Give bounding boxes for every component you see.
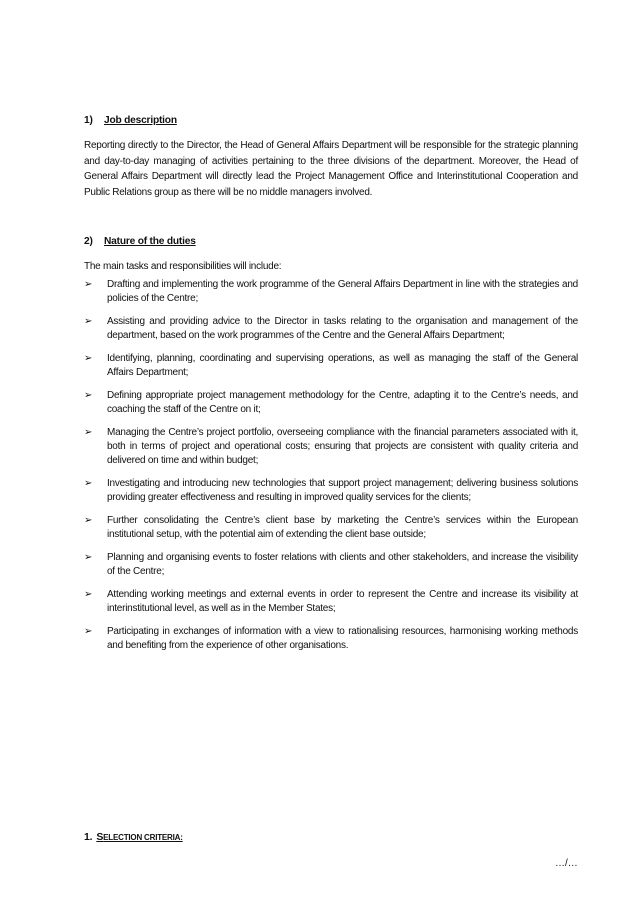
duty-item bbox=[84, 352, 578, 380]
selection-criteria-heading bbox=[84, 831, 183, 843]
section-number: 2) bbox=[84, 236, 93, 247]
duties-intro: The main tasks and responsibilities will include: bbox=[84, 261, 282, 272]
arrow-bullet-icon: ➢ bbox=[84, 589, 93, 600]
duty-text: Assisting and providing advice to the Director in tasks relating to the organisation and management of the department, based on the work programmes of the Centre and the General Affairs Department; bbox=[107, 316, 578, 341]
duty-item bbox=[84, 426, 578, 468]
duty-text: Managing the Centre’s project portfolio, overseeing compliance with the financial parameters associated with it, both in terms of project and operational costs; ensuring that projects are consistent with quality criteria and delivered on time and within budget; bbox=[107, 427, 578, 466]
section-heading-job-description bbox=[84, 115, 177, 126]
criteria-title bbox=[96, 831, 182, 843]
arrow-bullet-icon: ➢ bbox=[84, 427, 93, 438]
section-title: Job description bbox=[104, 115, 177, 126]
criteria-title-initial: S bbox=[96, 831, 104, 843]
duty-text: Attending working meetings and external events in order to represent the Centre and increase its visibility at interinstitutional level, as well as in the Member States; bbox=[107, 589, 578, 614]
arrow-bullet-icon: ➢ bbox=[84, 552, 93, 563]
section-number: 1) bbox=[84, 115, 93, 126]
duty-text: Further consolidating the Centre’s client base by marketing the Centre’s services within the European institutional setup, with the potential aim of extending the client base outside; bbox=[107, 515, 578, 540]
continuation-mark: …/… bbox=[555, 858, 578, 869]
arrow-bullet-icon: ➢ bbox=[84, 353, 93, 364]
duty-text: Planning and organising events to foster relations with clients and other stakeholders, and increase the visibility of the Centre; bbox=[107, 552, 578, 577]
duty-text: Investigating and introducing new technologies that support project management; delivering business solutions providing greater effectiveness and resulting in improved quality services for the clients; bbox=[107, 478, 578, 503]
duty-item bbox=[84, 389, 578, 417]
section-title: Nature of the duties bbox=[104, 236, 196, 247]
duty-text: Defining appropriate project management methodology for the Centre, adapting it to the Centre’s needs, and coaching the staff of the Centre on it; bbox=[107, 390, 578, 415]
duty-item bbox=[84, 625, 578, 653]
arrow-bullet-icon: ➢ bbox=[84, 279, 93, 290]
duty-text: Participating in exchanges of information with a view to rationalising resources, harmonising working methods and benefiting from the experience of other organisations. bbox=[107, 626, 578, 651]
duty-item bbox=[84, 278, 578, 306]
duty-item bbox=[84, 315, 578, 343]
criteria-number: 1. bbox=[84, 831, 93, 843]
duties-list bbox=[84, 278, 578, 662]
arrow-bullet-icon: ➢ bbox=[84, 626, 93, 637]
arrow-bullet-icon: ➢ bbox=[84, 515, 93, 526]
duty-item bbox=[84, 477, 578, 505]
job-description-paragraph: Reporting directly to the Director, the Head of General Affairs Department will be responsible for the strategic planning and day-to-day managing of activities pertaining to the three divisions of the department. Moreover, the Head of General Affairs Department will directly lead the Project Management Office and Interinstitutional Cooperation and Public Relations group as there will be no middle managers involved. bbox=[84, 140, 578, 198]
duty-item bbox=[84, 551, 578, 579]
duty-text: Drafting and implementing the work programme of the General Affairs Department in line with the strategies and policies of the Centre; bbox=[107, 279, 578, 304]
arrow-bullet-icon: ➢ bbox=[84, 316, 93, 327]
arrow-bullet-icon: ➢ bbox=[84, 390, 93, 401]
duty-item bbox=[84, 588, 578, 616]
duty-item bbox=[84, 514, 578, 542]
section-heading-nature-of-duties bbox=[84, 236, 196, 247]
duty-text: Identifying, planning, coordinating and supervising operations, as well as managing the staff of the General Affairs Department; bbox=[107, 353, 578, 378]
criteria-title-rest: ELECTION CRITERIA: bbox=[103, 833, 183, 842]
arrow-bullet-icon: ➢ bbox=[84, 478, 93, 489]
